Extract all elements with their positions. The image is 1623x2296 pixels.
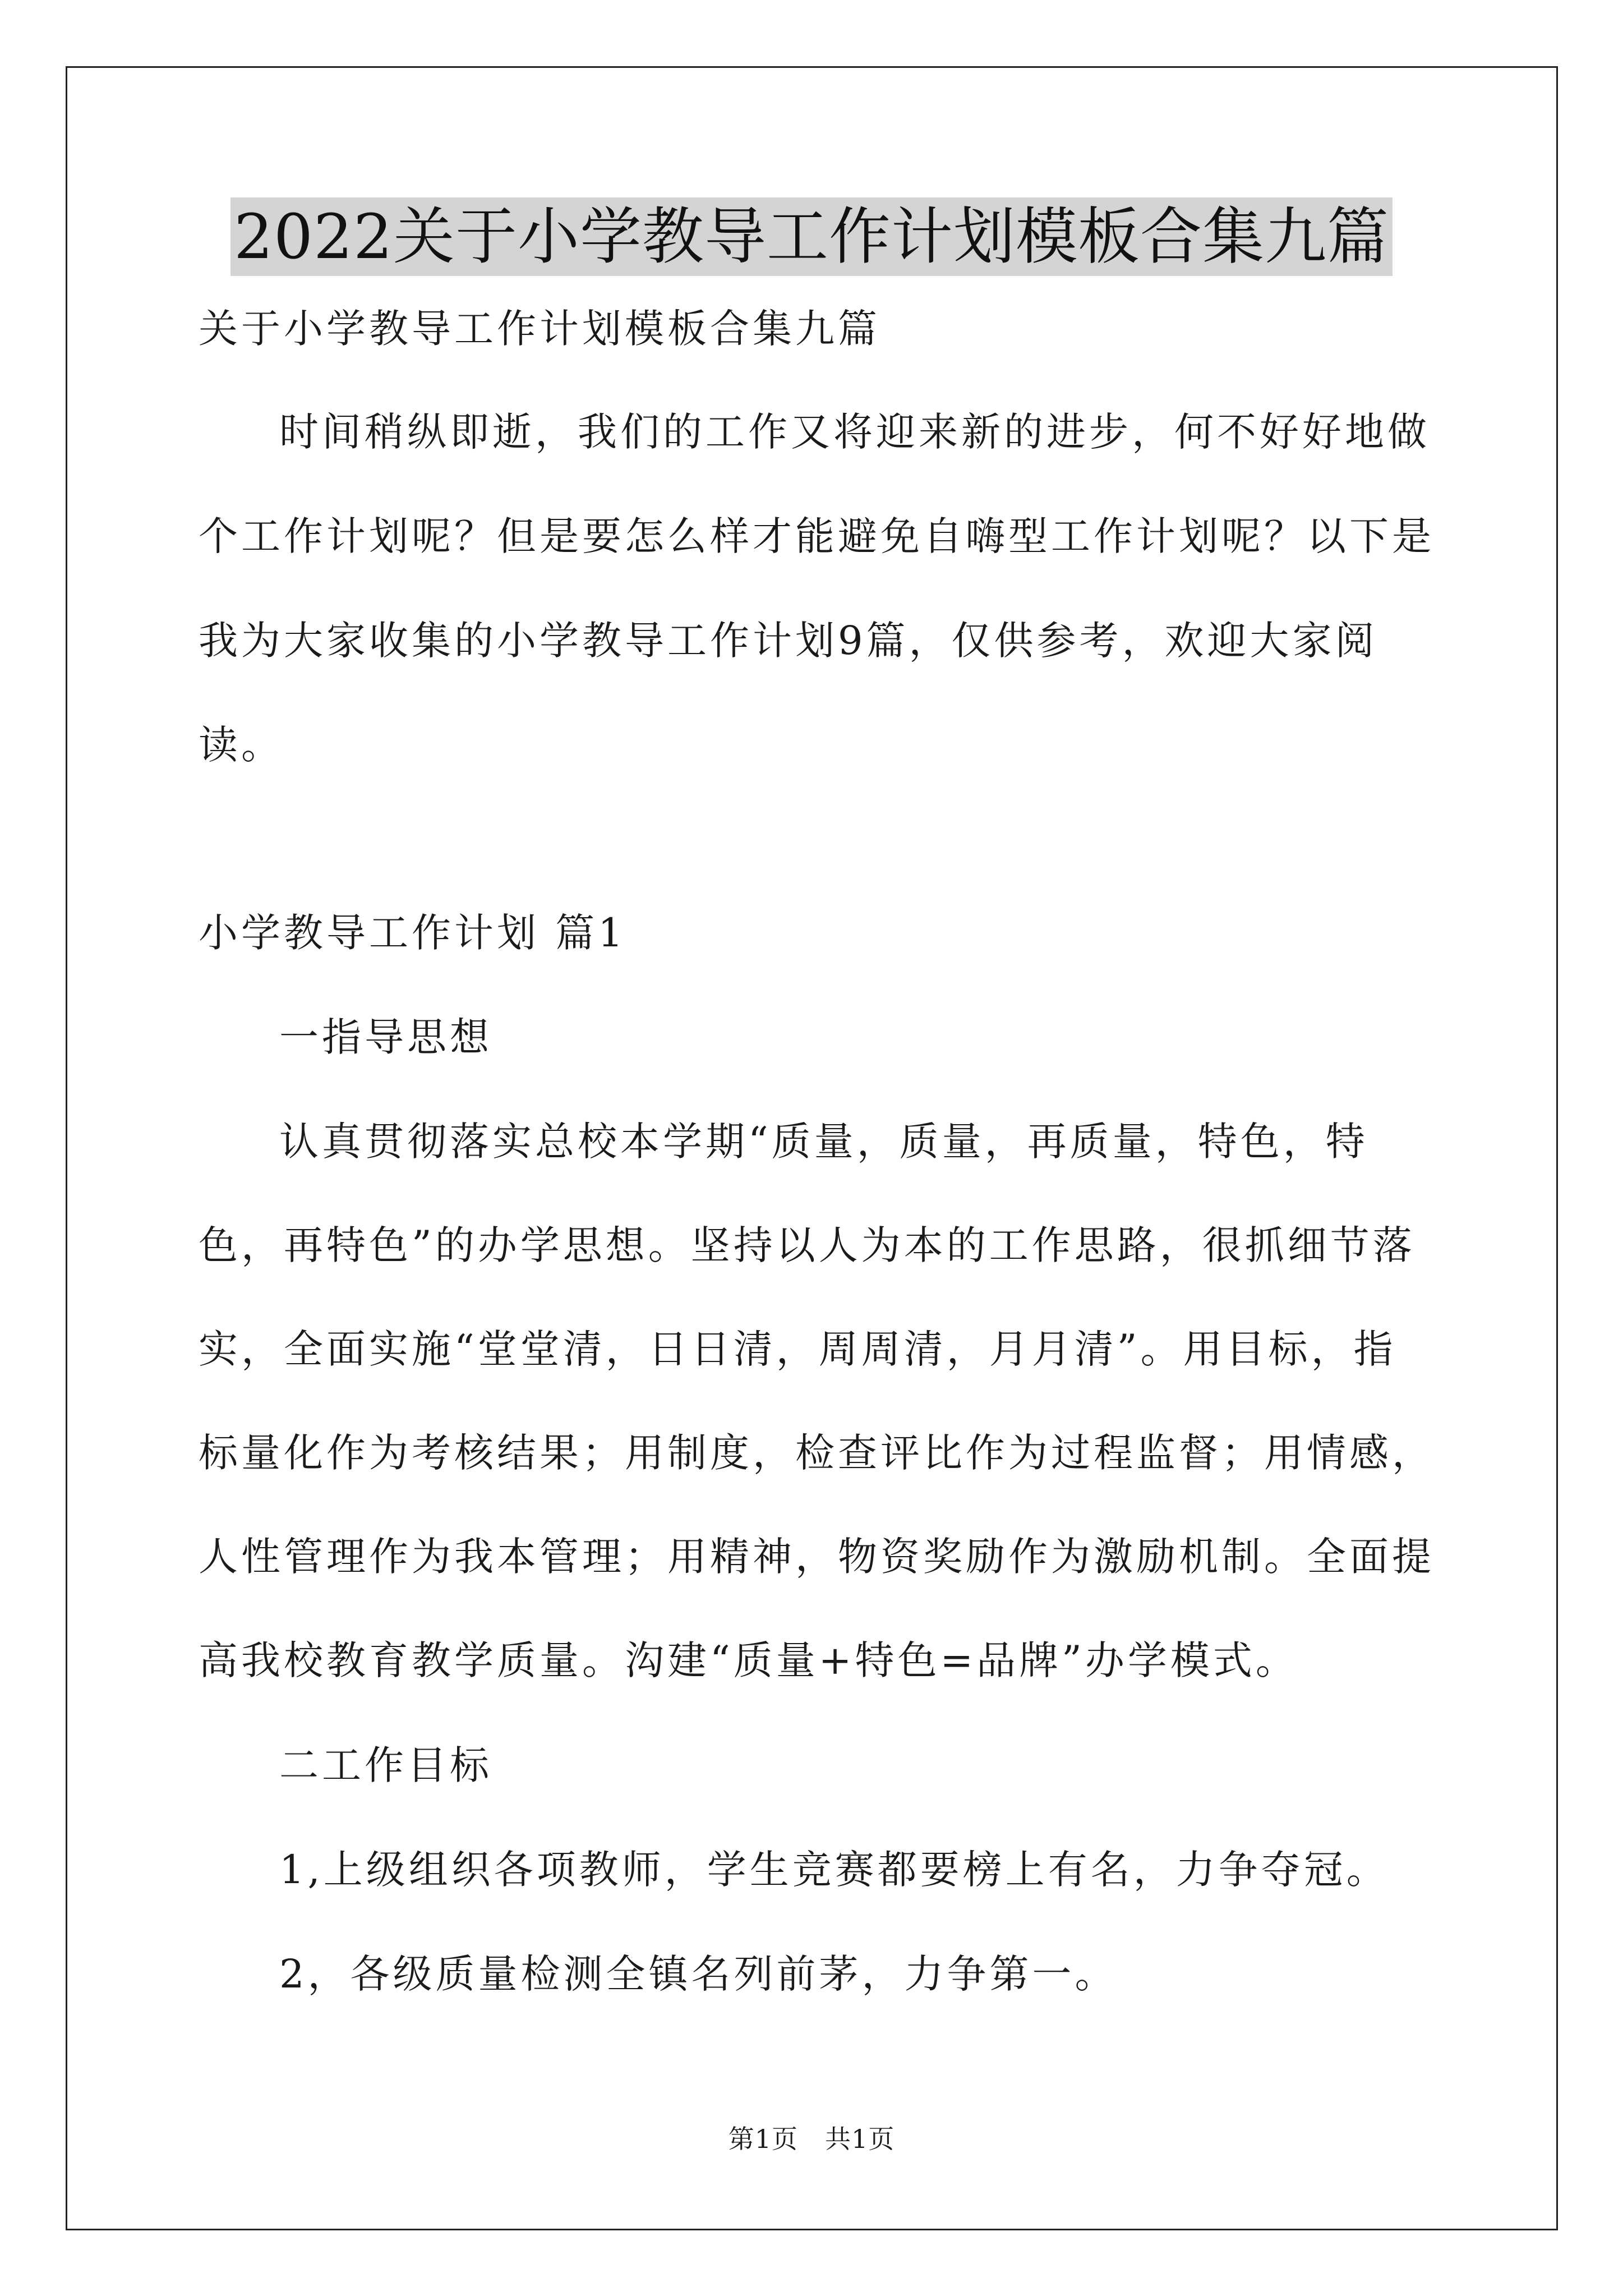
goal-item-1: 1,上级组织各项教师，学生竞赛都要榜上有名，力争夺冠。	[279, 1847, 1389, 1893]
intro-paragraph: 时间稍纵即逝，我们的工作又将迎来新的进步，何不好好地做个工作计划呢？但是要怎么样才能避免自嗨型工作计划呢？以下是我为大家收集的小学教导工作计划9篇，仅供参考，欢迎大家阅读。	[199, 409, 1435, 768]
page-total: 共1页	[825, 2124, 895, 2154]
subtitle: 关于小学教导工作计划模板合集九篇	[199, 306, 880, 352]
title-wrapper	[0, 197, 1623, 276]
part2-heading: 二工作目标	[279, 1742, 492, 1788]
goal-item-2: 2，各级质量检测全镇名列前茅，力争第一。	[279, 1951, 1118, 1997]
page-footer	[0, 2122, 1623, 2156]
document-title: 2022关于小学教导工作计划模板合集九篇	[230, 197, 1393, 276]
section-heading: 小学教导工作计划 篇1	[199, 910, 626, 956]
part1-body: 认真贯彻落实总校本学期“质量，质量，再质量，特色，特色，再特色”的办学思想。坚持以人为本的工作思路，很抓细节落实，全面实施“堂堂清，日日清，周周清，月月清”。用目标，指标量化作为考核结果；用制度，检查评比作为过程监督；用情感，人性管理作为我本管理；用精神，物资奖励作为激励机制。全面提高我校教育教学质量。沟建“质量+特色=品牌”办学模式。	[199, 1119, 1435, 1683]
document-body	[199, 303, 1438, 2000]
page-number: 第1页	[728, 2124, 798, 2154]
part1-heading: 一指导思想	[279, 1014, 492, 1060]
